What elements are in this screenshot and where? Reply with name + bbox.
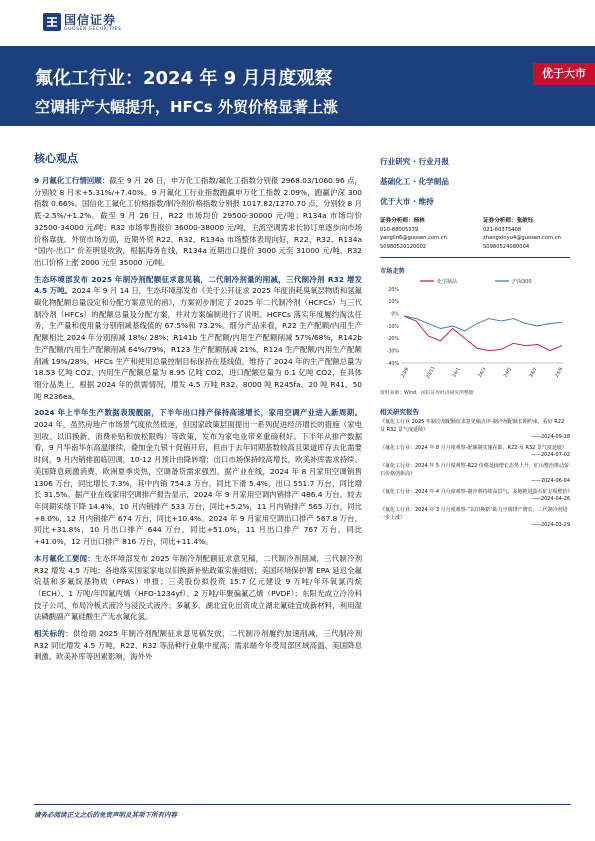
x-tick-label: 23/9 (400, 367, 411, 379)
paragraph-lead: 相关标的： (34, 629, 73, 639)
y-tick-label: 0% (391, 312, 399, 318)
analyst-name: 证券分析师：杨林 (380, 218, 425, 224)
related-report[interactable] (380, 507, 570, 530)
brand-name-en: GUOSEN SECURITIES (64, 27, 122, 32)
rating-badge: 优于大市 (533, 63, 595, 85)
x-tick-label: 24/3 (477, 367, 488, 379)
page-header (0, 0, 595, 46)
related-report-date: ——2024-06-04 (530, 478, 570, 485)
main-column (34, 150, 362, 668)
paragraph-ac-production (34, 407, 362, 547)
analyst-card (483, 217, 570, 251)
paragraph-lead: 生态环境部发布 2025 年制冷剂配额征求意见稿，二代制冷剂量的削减，三代制冷剂 R32 增发 4.5 万吨。 (34, 274, 362, 296)
y-tick-label: 10% (388, 300, 399, 306)
market-trend-svg (380, 275, 570, 387)
y-tick-label: 20% (388, 287, 399, 293)
paragraph-lead: 9 月氟化工行情回顾： (34, 176, 110, 185)
analyst-phone: 010-88005379 (380, 226, 419, 233)
industry-label: 基础化工 · 化学制品 (380, 177, 449, 186)
y-tick-label: -20% (386, 337, 399, 343)
paragraph-monthly-news (34, 553, 362, 623)
report-category: 行业研究 · 行业月报 (380, 157, 449, 166)
related-report[interactable] (380, 463, 570, 486)
analyst-cert: S0980520120002 (380, 243, 427, 250)
related-report-date: ——2024-09-18 (530, 434, 570, 441)
analyst-list (380, 217, 570, 251)
related-report-title[interactable]: 《氟化工行业：2024 年 5 月月度观察-R22 价格延续增长态势上升，矿山整治推动萤石价格创新高》 (380, 462, 569, 477)
paragraph-related-targets (34, 628, 362, 663)
related-report-title[interactable]: 《氟化工行业：2024 年 4 月月度观察-制冷剂持续高景气，多地推进萤石矿专项整治》 (380, 488, 573, 495)
y-tick-label: -40% (386, 361, 399, 367)
related-report[interactable] (380, 445, 570, 460)
section-title: 核心观点 (34, 152, 78, 165)
chart-title: 市场走势 (380, 268, 405, 275)
related-report-date: ——2024-03-29 (530, 522, 570, 529)
chart-source: 资料来源：Wind、国信证券经济研究所整理 (380, 391, 474, 396)
related-title: 相关研究报告 (380, 408, 419, 416)
paragraph-text: 生态环境部发布 2025 年制冷剂配额征求意见稿，二代制冷剂削减，三代制冷剂 R32 增发 4.5 万吨；各地落实国家家电以旧换新补贴政策实施细则；美国环境保护署 EPA 延迟全氟烷基和多氟烷基物质（PFAS）申报；三美股份拟投资 15.7 亿元建设 9 万吨/年环氧氯丙烷（ECH）、1 万吨/年四氟丙烯（HFO-1234yf）、2 万吨/年聚偏氟乙烯（PVDF）；东阳光成立冷冷科技子公司，布局冷板式液冷与浸没式液冷；多氟多、湖北宜化出资成立湖北氟硅宜成新材料，利用湿法磷酸副产氟硅酸生产无水氟化氢。 (34, 553, 362, 622)
x-tick-label: 24/9 (554, 367, 565, 379)
legend-label: 化学制品 (437, 279, 458, 285)
x-tick-label: 23/11 (425, 365, 437, 380)
related-report-title[interactable]: 《氟化工行业：2024 年 8 月月度观察-配额制实施在即，R22 及 R32 景气度延续》 (380, 444, 567, 451)
x-tick-label: 24/7 (529, 367, 539, 379)
brand-name: 国信证券 (64, 13, 117, 27)
related-report-date: ——2024-07-02 (530, 452, 570, 459)
legend-label: 沪深300 (512, 279, 532, 285)
related-report-date: ——2024-04-26 (530, 496, 570, 503)
paragraph-lead: 本月氟化工要闻： (34, 553, 95, 563)
analyst-card (380, 217, 467, 251)
footer-disclaimer: 请务必阅读正文之后的免责声明及其项下所有内容 (34, 811, 177, 819)
related-report[interactable] (380, 488, 573, 504)
y-tick-label: -30% (386, 349, 399, 355)
x-tick-label: 24/5 (503, 367, 513, 379)
related-report-title[interactable]: 《氟化工行业 2025 年制冷剂配额征求意见稿点评-制冷剂配额长期约束，看好 R22 及 R32 景气度延续》 (380, 419, 565, 433)
y-tick-label: -10% (386, 324, 399, 330)
title-banner (0, 46, 595, 126)
x-tick-label: 24/1 (452, 367, 462, 379)
paragraph-text: 2024 年 9 月 14 日，生态环境部发布《关于公开征求 2025 年度消耗臭氧层物质和氢氟碳化物配额总量设定和分配方案意见的函》，方案初步制定了 2025 年二代制冷剂（HCFCs）与三代制冷剂（HFCs）的配额总量及分配方案，并对方案编制进行了说明。HCFCs 落实年度履约淘汰任务，生产量和使用量分别削减基线值的 67.5%和 73.2%。细分产品来看，R22 生产配额/内用生产配额相比 2024 年分别削减 18%/ 28%；R141b 生产配额/内用生产配额削减 57%/68%，R142b 生产配额/内用生产配额削减 64%/79%，R123 生产配额削减 21%，R124 生产配额/内用生产配额削减 19%/28%。HFCs 生产和使用总量控制目标保持在基线值，维持了 2024 年的生产配额总量为 18.53 亿吨 CO2、内用生产配额总量为 8.95 亿吨 CO2，进口配额总量为 0.1 亿吨 CO2，在具体细分品类上，根据 2024 年的供需情况，增发 4.5 万吨 R32、8000 吨 R245fa、20 吨 R41、50 吨 R236ea。 (34, 286, 363, 401)
analyst-phone: 021-60375408 (483, 226, 522, 233)
market-trend-chart (380, 275, 570, 387)
paragraph-text: 截至 9 月 26 日，申万化工指数/氟化工指数分别报 2968.03/1060.96 点，分别较 8 月末+5.31%/+7.40%。9 月氟化工行业指数跑赢申万化工指数 2.09%，跑赢沪深 300 指数 0.66%。国信化工氟化工价格指数/制冷剂价格指数分别报 1017.82/1270.70 点，分别较 8 月底-2.5%/+1.2%。截至 9 月 26 日，R22 市场均价 29500-30000 元/吨；R134a 市场均价 32500-34000 元/吨；R32 市场零售报价 36000-38000 元/吨，主流空调需求长协订单逐步向市场价格靠拢。外贸市场方面，近期外贸 R22、R32、R134a 市场整体表现向好，R22、R32、R134a “国内-出口” 价差明显收敛，根据海务在线，R134a 近期出口提价 3000 元至 31000 元/吨，R32 出口价格上涨 2000 元至 35000 元/吨。 (34, 176, 363, 267)
paragraph-lead: 2024 年上半年生产数据表现靓丽，下半年出口排产保持高速增长，家用空调产业进入新周期。 (34, 408, 362, 418)
divider (380, 257, 570, 258)
analyst-email[interactable]: zhangxinyu4@guosen.com.cn (483, 235, 561, 241)
analyst-email[interactable]: yanglin6@guosen.com.cn (380, 235, 447, 241)
footer-divider (34, 804, 571, 805)
paragraph-text: 2024 年，虽然房地产市场景气度依然低迷，但国家政策层面提出一系列促进经济增长的措施（家电回收、以旧换新、消费补贴和放松限购）等政策，发布为家电业带来重磅利好。下半年从排产数据看，9 月华南华东高温继续，叠加金九银十促销开启，但由于去年同期基数较高且渠道库存去化需要时间，9 月内销排面临回调，10-12 月预计由降转增；出口市场保持较高增长，欧美补库需求持续、美国降息刺激消费，欧洲夏季炎热，空调备货需求强烈。据产业在线，2024 年 8 月家用空调销售 1306 万台，同比增长 7.3%，其中内销 754.3 万台，同比下滑 5.4%，出口 551.7 万台，同比增长 31.5%。据产业在线家用空调排产报告显示，2024 年 9 月家用空调内销排产 486.4 万台，较去年同期实绩下降 14.4%，10 月内销排产 533 万台，同比+5.2%，11 月内销排产 565 万台，同比+8.0%，12 月内销排产 674 万台，同比+10.4%。2024 年 9 月家用空调出口排产 567.8 万台，同比+31.8%，10 月出口排产 644 万台，同比+51.0%，11 月出口排产 767 万台，同比+41.0%，12 月出口排产 816 万台，同比+11.4%。 (34, 420, 362, 547)
paragraph-market-review (34, 175, 362, 269)
related-report-title[interactable]: 《氟化工行业：2024 年 3 月月度观察-“以旧换新”助力空调排产增长，三代制冷剂进一步上涨》 (380, 506, 568, 521)
paragraph-text: 供给端 2025 年制冷剂配额征求意见稿发放，二代制冷剂履约加速削减，三代制冷剂 R32 同比增发 4.5 万吨，R22、R32 等品种行业集中度高；需求端今年受局部区域高温、美国降息刺激、欧美补库等因素影响，海外外 (34, 629, 362, 662)
guosen-logo-icon (43, 13, 61, 31)
sidebar (380, 157, 573, 530)
analyst-name: 证券分析师：张歆钰 (483, 218, 534, 224)
report-title: 氟化工行业：2024 年 9 月月度观察 (35, 68, 333, 89)
series-line (404, 316, 562, 331)
rating-label: 优于大市 · 维持 (380, 197, 434, 206)
analyst-cert: S0980524080004 (483, 243, 530, 250)
related-report[interactable] (380, 419, 570, 442)
report-subtitle: 空调排产大幅提升，HFCs 外贸价格显著上涨 (35, 98, 338, 116)
paragraph-quota-policy (34, 274, 362, 403)
related-list (380, 419, 573, 530)
